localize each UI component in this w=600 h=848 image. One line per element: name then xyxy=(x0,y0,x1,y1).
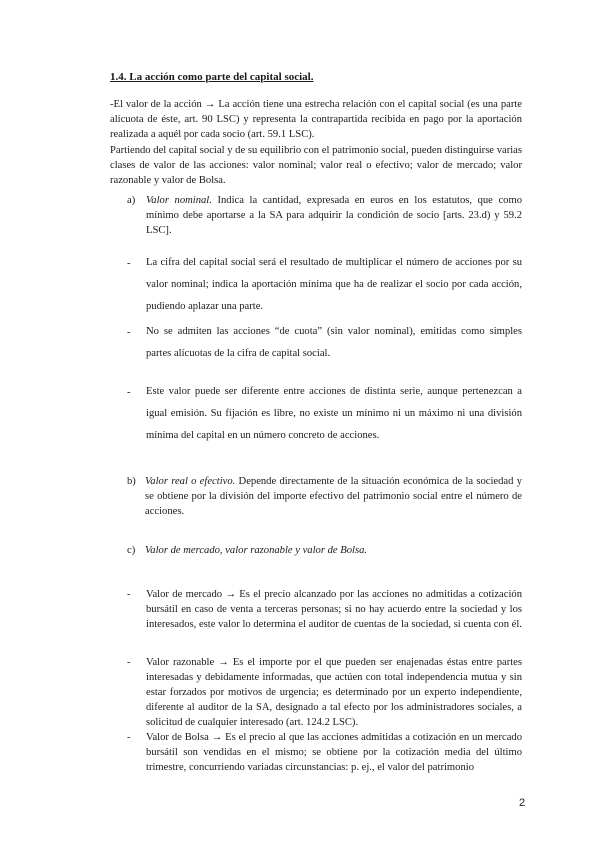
section-c-label: c) xyxy=(127,545,136,556)
classes-paragraph: Partiendo del capital social y de su equilibrio con el patrimonio social, pueden distinguirse varias clases de valor de las acciones: valor nominal; valor real o efectivo; valor de mercado; valor razonable y valor de Bolsa. xyxy=(110,145,522,186)
bullet-c1-text: Valor de mercado → Es el precio alcanzado por las acciones no admitidas a cotización bursátil en caso de venta a terceras personas; si no hay acuerdo entre la sociedad y los interesados, este valor lo determina el auditor de cuentas de la sociedad, si cuenta con él. xyxy=(146,589,522,630)
section-b-label: b) xyxy=(127,476,136,487)
section-c-title: Valor de mercado, valor razonable y valor de Bolsa. xyxy=(145,545,368,556)
bullet-a3-text: Este valor puede ser diferente entre acciones de distinta serie, aunque pertenezcan a igual emisión. Su fijación es libre, no existe un mínimo ni un máximo ni una división mínima del capital en un número concreto de acciones. xyxy=(146,386,522,441)
bullet-a1-text: La cifra del capital social será el resultado de multiplicar el número de acciones por su valor nominal; indica la aportación mínima que ha de realizar el socio por cada acción, pudiendo aplazar una parte. xyxy=(146,257,522,312)
section-a-text: Indica la cantidad, expresada en euros en los estatutos, que como mínimo debe aportarse a la SA para adquirir la condición de socio [arts. 23.d) y 59.2 LSC]. xyxy=(146,195,522,236)
bullet-dash: - xyxy=(127,732,131,743)
page-number: 2 xyxy=(519,797,526,809)
section-b-title: Valor real o efectivo. xyxy=(145,476,236,487)
section-heading: 1.4. La acción como parte del capital social. xyxy=(110,71,314,83)
section-a-title: Valor nominal. xyxy=(146,195,212,206)
bullet-c3-text: Valor de Bolsa → Es el precio al que las acciones admitidas a cotización en un mercado bursátil son vendidas en el mismo; se obtiene por la cotización media del último trimestre, concurriendo variadas circunstancias: p. ej., el valor del patrimonio xyxy=(146,732,522,773)
bullet-dash: - xyxy=(127,657,131,668)
bullet-dash: - xyxy=(127,589,131,600)
section-b-paragraph xyxy=(145,474,522,519)
bullet-dash: - xyxy=(127,387,131,398)
bullet-c2-text: Valor razonable → Es el importe por el que pueden ser enajenadas éstas entre partes interesadas y debidamente informadas, que actúen con total independencia mutua y sin estar forzados por motivos de urgencia; es determinado por un experto independiente, diferente al auditor de la SA, designado a tal efecto por los administradores sociales, a solicitud de cualquier interesado (art. 124.2 LSC). xyxy=(146,657,522,728)
section-a-label: a) xyxy=(127,195,136,206)
bullet-dash: - xyxy=(127,327,131,338)
intro-paragraph: -El valor de la acción → La acción tiene una estrecha relación con el capital social (es una parte alícuota de éste, art. 90 LSC) y representa la contrapartida recibida en pago por la aportación realizada a aquél por cada socio (art. 59.1 LSC). xyxy=(110,99,522,140)
section-b-text: Depende directamente de la situación económica de la sociedad y se obtiene por la división del importe efectivo del patrimonio social entre el número de acciones. xyxy=(145,476,522,517)
bullet-dash: - xyxy=(127,258,131,269)
bullet-a2-text: No se admiten las acciones “de cuota” (sin valor nominal), emitidas como simples partes alícuotas de la cifra de capital social. xyxy=(146,326,522,359)
section-a-paragraph xyxy=(146,193,522,238)
